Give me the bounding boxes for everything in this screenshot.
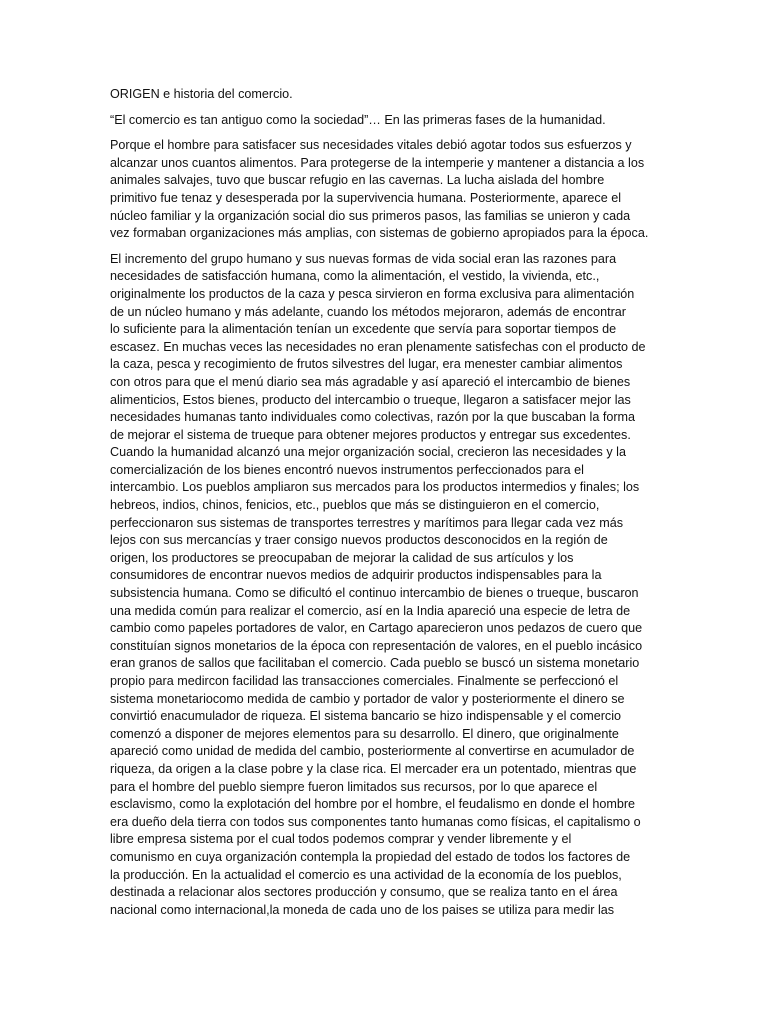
text-line: propio para medircon facilidad las transacciones comerciales. Finalmente se perfeccionó el [110, 674, 619, 688]
text-line: necesidades de satisfacción humana, como la alimentación, el vestido, la vivienda, etc., [110, 269, 600, 284]
text-line: era dueño dela tierra con todos sus componentes tanto humanas como físicas, el capitalismo o [110, 814, 641, 829]
text-line: destinada a relacionar alos sectores producción y consumo, que se realiza tanto en el área [110, 885, 618, 900]
text-line: alcanzar unos cuantos alimentos. Para protegerse de la intemperie y mantener a distancia a los [110, 155, 645, 170]
paragraph-2 [110, 251, 658, 920]
text-line: comenzó a disponer de mejores elementos para su desarrollo. El dinero, que originalmente [110, 726, 619, 741]
document-title: ORIGEN e historia del comercio. [110, 87, 293, 101]
text-line: hebreos, indios, chinos, fenicios, etc., pueblos que más se distinguieron en el comercio, [110, 498, 600, 513]
text-line: Porque el hombre para satisfacer sus necesidades vitales debió agotar todos sus esfuerzos y [110, 138, 632, 153]
text-line: lejos con sus mercancías y traer consigo nuevos productos desconocidos en la región de [110, 533, 608, 548]
text-line: núcleo familiar y la organización social dio sus primeros pasos, las familias se unieron y cada [110, 208, 631, 223]
text-line: consumidores de encontrar nuevos medios de adquirir productos indispensables para la [110, 568, 602, 583]
text-line: alimenticios, Estos bienes, producto del intercambio o trueque, llegaron a satisfacer mejor las [110, 392, 631, 407]
text-line: vez formaban organizaciones más amplias, con sistemas de gobierno apropiados para la época. [110, 226, 649, 241]
text-line: riqueza, da origen a la clase pobre y la clase rica. El mercader era un potentado, mientras que [110, 761, 637, 776]
text-line: primitivo fue tenaz y desesperada por la supervivencia humana. Posteriormente, aparece el [110, 190, 622, 205]
text-line: animales salvajes, tuvo que buscar refugio en las cavernas. La lucha aislada del hombre [110, 173, 605, 188]
text-line: perfeccionaron sus sistemas de transportes terrestres y marítimos para llegar cada vez más [110, 515, 624, 530]
document-quote: “El comercio es tan antiguo como la sociedad”… En las primeras fases de la humanidad. [110, 112, 606, 127]
text-line: El incremento del grupo humano y sus nuevas formas de vida social eran las razones para [110, 251, 617, 266]
text-line: esclavismo, como la explotación del hombre por el hombre, el feudalismo en donde el hombre [110, 797, 636, 812]
paragraph-1 [110, 137, 658, 243]
text-line: comunismo en cuya organización contempla la propiedad del estado de todos los factores de [110, 849, 631, 864]
text-line: una medida común para realizar el comercio, así en la India apareció una especie de letra de [110, 603, 631, 618]
text-line: origen, los productores se preocupaban de mejorar la calidad de sus artículos y los [110, 550, 574, 565]
text-line: eran granos de sallos que facilitaban el comercio. Cada pueblo se buscó un sistema monetario [110, 656, 640, 671]
text-line: cambio como papeles portadores de valor, en Cartago aparecieron unos pedazos de cuero que [110, 621, 643, 636]
text-line: escasez. En muchas veces las necesidades no eran plenamente satisfechas con el producto de [110, 339, 646, 354]
document-page [110, 86, 658, 919]
text-line: nacional como internacional,la moneda de cada uno de los paises se utiliza para medir las [110, 902, 615, 917]
text-line: con otros para que el menú diario sea más agradable y así apareció el intercambio de bienes [110, 374, 631, 389]
text-line: lo suficiente para la alimentación tenían un excedente que servía para soportar tiempos de [110, 322, 617, 337]
text-line: de mejorar el sistema de trueque para obtener mejores productos y entregar sus excedentes. [110, 427, 631, 442]
text-line: libre empresa sistema por el cual todos podemos comprar y vender libremente y el [110, 832, 572, 847]
text-line: apareció como unidad de medida del cambio, posteriormente al convertirse en acumulador de [110, 744, 635, 759]
text-line: de un núcleo humano y más adelante, cuando los métodos mejoraron, además de encontrar [110, 304, 626, 319]
text-line: sistema monetariocomo medida de cambio y portador de valor y posteriormente el dinero se [110, 691, 625, 706]
text-line: intercambio. Los pueblos ampliaron sus mercados para los productos intermedios y finales; los [110, 480, 640, 495]
text-line: para el hombre del pueblo siempre fueron limitados sus recursos, por lo que aparece el [110, 779, 598, 794]
text-line: Cuando la humanidad alcanzó una mejor organización social, crecieron las necesidades y la [110, 445, 626, 460]
text-line: convirtió enacumulador de riqueza. El sistema bancario se hizo indispensable y el comercio [110, 709, 622, 724]
text-line: constituían signos monetarios de la época con representación de valores, en el pueblo incásico [110, 638, 643, 653]
text-line: originalmente los productos de la caza y pesca sirvieron en forma exclusiva para alimentación [110, 286, 635, 301]
text-line: comercialización de los bienes encontró nuevos instrumentos perfeccionados para el [110, 462, 584, 477]
text-line: la caza, pesca y recogimiento de frutos silvestres del lugar, era menester cambiar alimentos [110, 357, 623, 372]
text-line: subsistencia humana. Como se dificultó el continuo intercambio de bienes o trueque, buscaron [110, 586, 639, 601]
text-line: necesidades humanas tanto individuales como colectivas, razón por la que buscaban la forma [110, 410, 636, 425]
text-line: la producción. En la actualidad el comercio es una actividad de la economía de los pueblos, [110, 867, 622, 882]
